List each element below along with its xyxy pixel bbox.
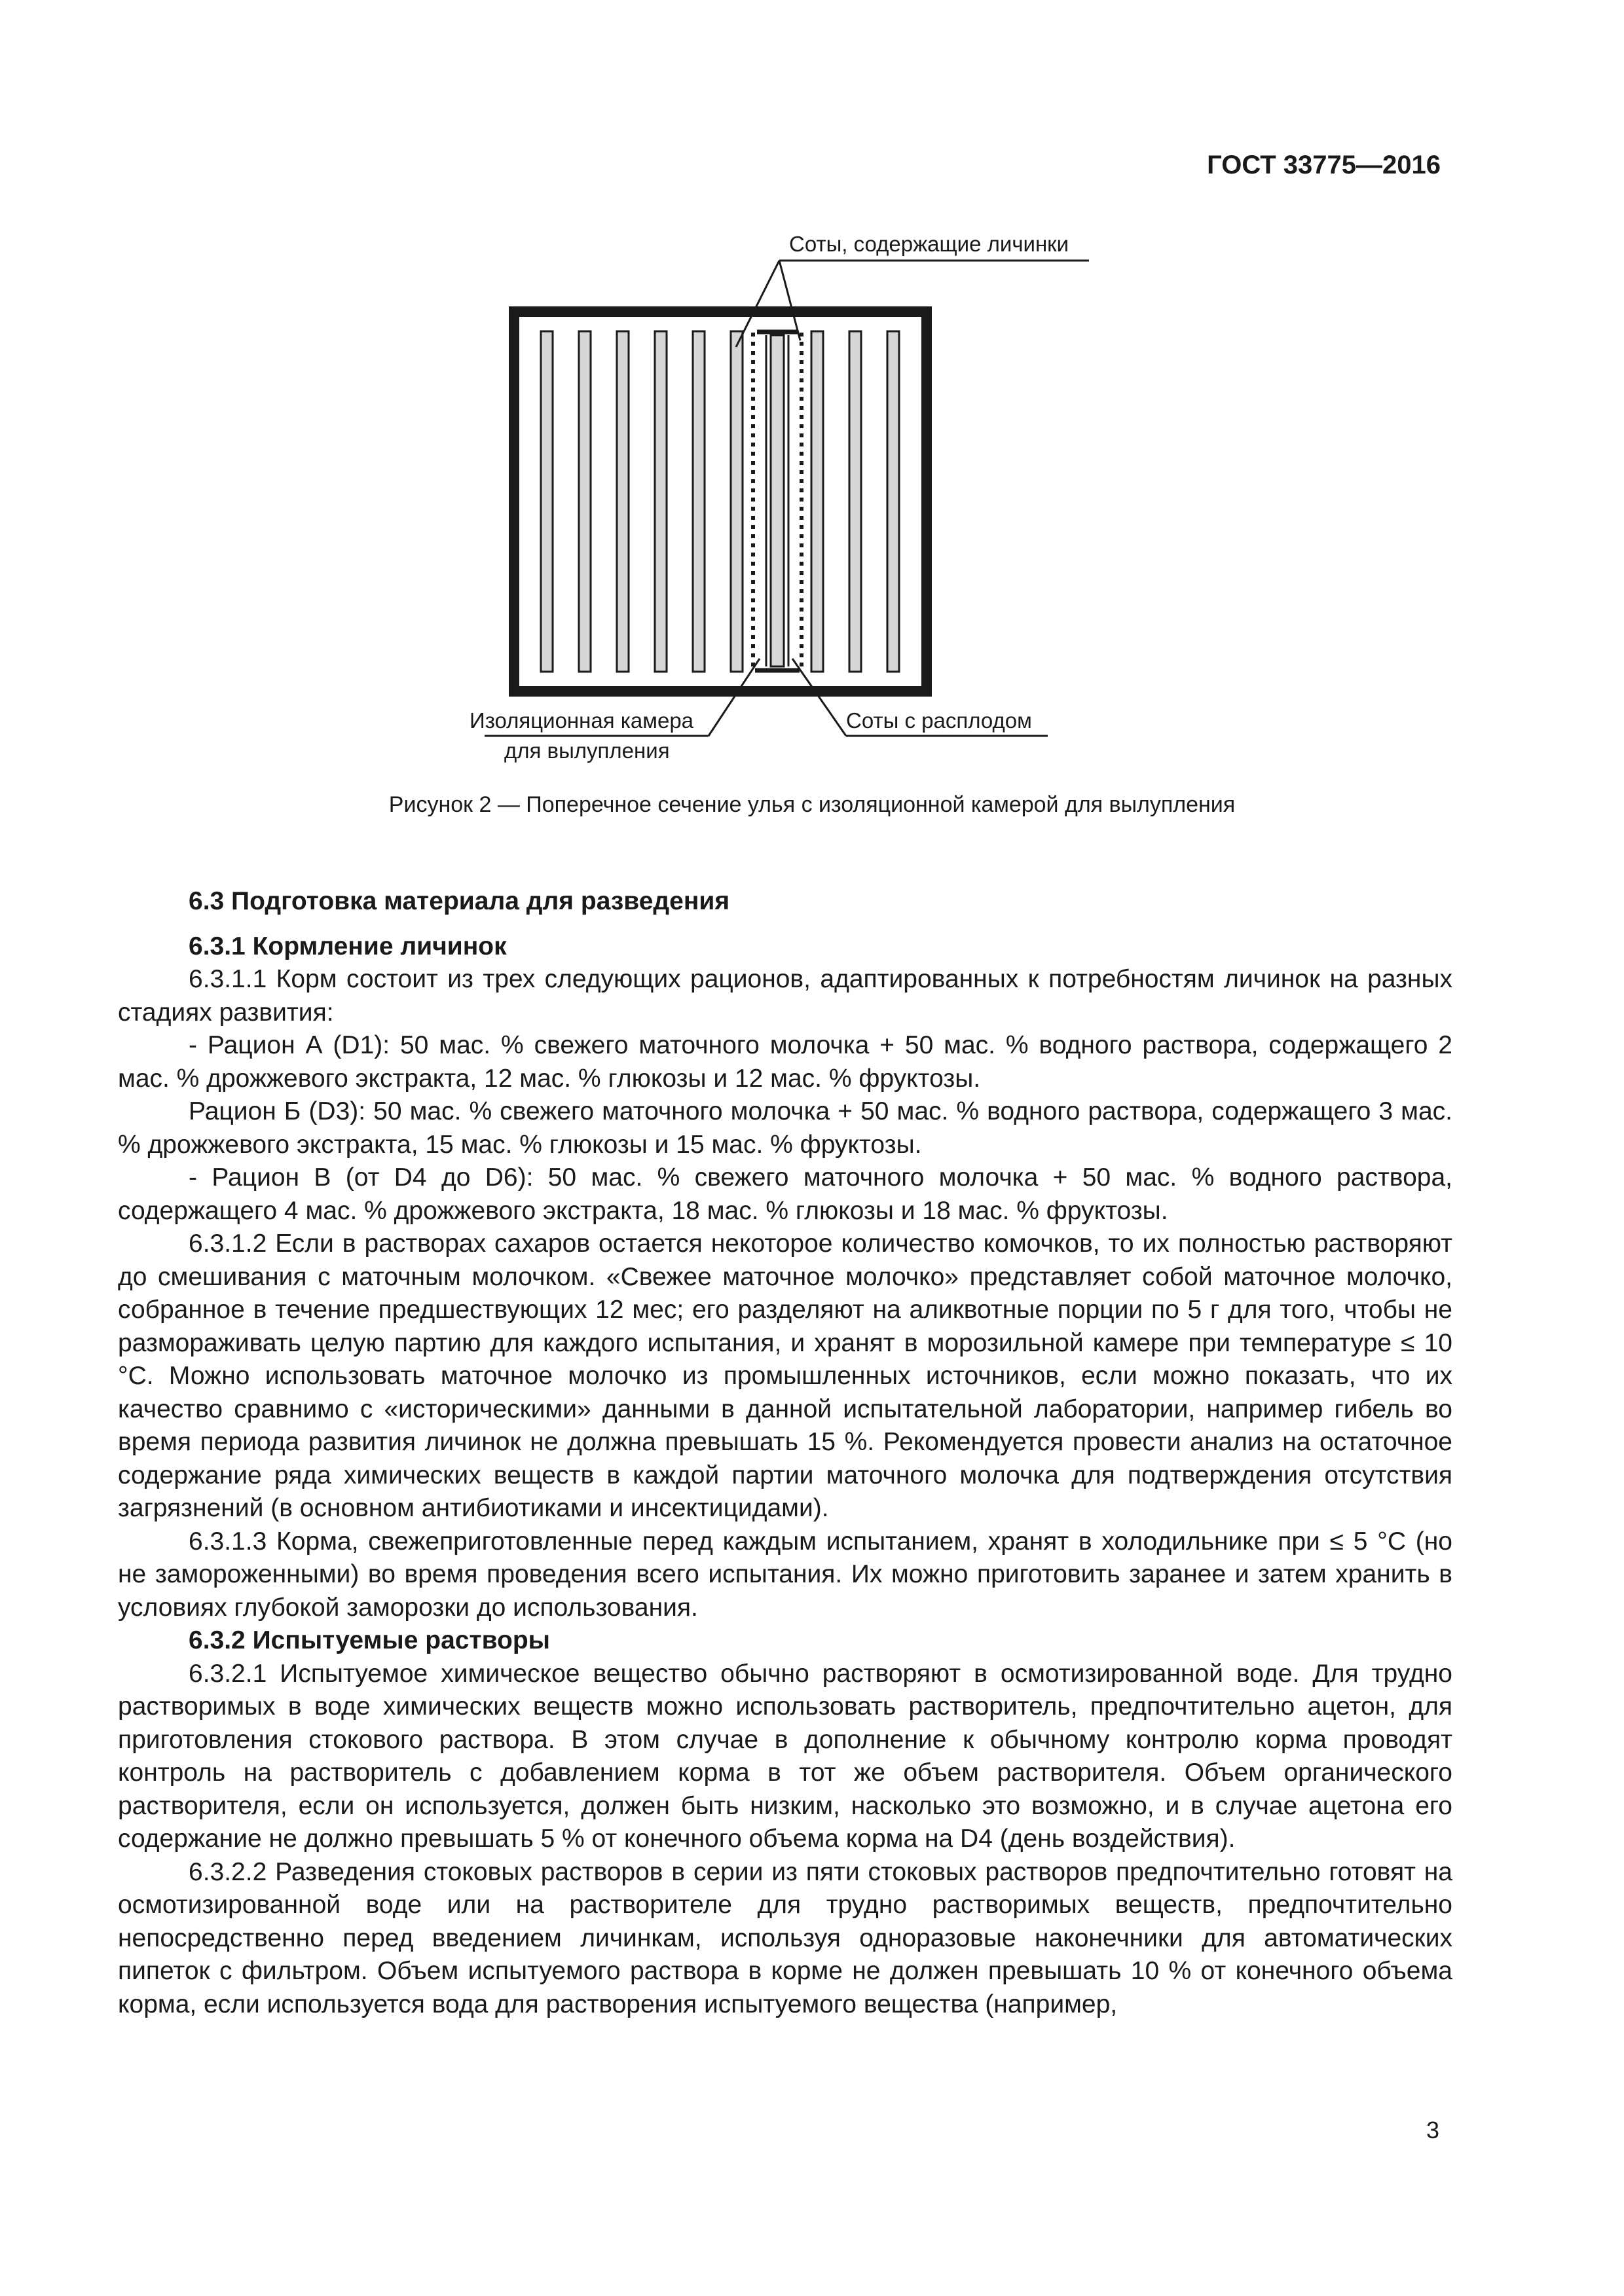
subsection-title-feeding: 6.3.1 Кормление личинок xyxy=(189,932,507,960)
comb xyxy=(617,331,629,672)
comb xyxy=(887,331,899,672)
comb xyxy=(849,331,861,672)
hive-cross-section-figure xyxy=(0,0,1624,786)
paragraph-6-3-1-3: 6.3.1.3 Корма, свежеприготовленные перед каждым испытанием, хранят в холодильнике при ≤ 5 °С (но не замороженными) во время проведения всего испытания. Их можно приготовить заранее и затем хранить в условиях глубокой заморозки до использования. xyxy=(118,1527,1452,1622)
paragraph-ration-b: Рацион Б (D3): 50 мас. % свежего маточного молочка + 50 мас. % водного раствора, содержащего 3 мас. % дрожжевого экстракта, 15 мас. % глюкозы и 15 мас. % фруктозы. xyxy=(118,1097,1452,1159)
comb xyxy=(655,331,667,672)
label-combs-with-larvae: Соты, содержащие личинки xyxy=(789,232,1069,256)
label-isolation-chamber-1: Изоляционная камера xyxy=(470,708,694,733)
paragraph-6-3-1-1: 6.3.1.1 Корм состоит из трех следующих рационов, адаптированных к потребностям личинок на разных стадиях развития: xyxy=(118,965,1452,1027)
isolation-chamber xyxy=(753,332,802,670)
paragraph-6-3-1-2: 6.3.1.2 Если в растворах сахаров остается некоторое количество комочков, то их полностью растворяют до смешивания с маточным молочком. «Свежее маточное молочко» представляет собой маточное молочко, собранное в течение предшествующих 12 мес; его разделяют на аликвотные порции по 5 г для того, чтобы не размораживать целую партию для каждого испытания, и хранят в морозильной камере при температуре ≤ 10 °С. Можно использовать маточное молочко из промышленных источников, если можно показать, что их качество сравнимо с «историческими» данными в данной испытательной лаборатории, например гибель во время периода развития личинок не должна превышать 15 %. Рекомендуется провести анализ на остаточное содержание ряда химических веществ в каждой партии маточного молочка для подтверждения отсутствия загрязнений (в основном антибиотиками и инсектицидами). xyxy=(118,1230,1452,1522)
comb xyxy=(693,331,705,672)
brood-comb xyxy=(771,335,784,666)
page-number: 3 xyxy=(1426,2117,1439,2143)
document-body xyxy=(118,863,1452,2021)
paragraph-6-3-2-2: 6.3.2.2 Разведения стоковых растворов в серии из пяти стоковых растворов предпочтительно готовят на осмотизированной воде или на растворителе для трудно растворимых веществ, предпочтительно непосредственно перед введением личинкам, используя одноразовые наконечники для автоматических пипеток с фильтром. Объем испытуемого раствора в корме не должен превышать 10 % от конечного объема корма, если используется вода для растворения испытуемого вещества (например, xyxy=(118,1857,1452,2018)
comb xyxy=(811,331,823,672)
paragraph-ration-v: - Рацион В (от D4 до D6): 50 мас. % свежего маточного молочка + 50 мас. % водного раствора, содержащего 4 мас. % дрожжевого экстракта, 18 мас. % глюкозы и 18 мас. % фруктозы. xyxy=(118,1163,1452,1225)
hive-frame xyxy=(514,312,927,691)
label-isolation-chamber-2: для вылупления xyxy=(504,738,670,763)
figure-caption: Рисунок 2 — Поперечное сечение улья с изоляционной камерой для вылупления xyxy=(388,792,1236,817)
combs xyxy=(541,331,899,672)
label-brood-comb: Соты с расплодом xyxy=(846,708,1032,733)
comb xyxy=(541,331,553,672)
comb xyxy=(731,331,743,672)
comb xyxy=(579,331,591,672)
paragraph-6-3-2-1: 6.3.2.1 Испытуемое химическое вещество обычно растворяют в осмотизированной воде. Для трудно растворимых в воде химических веществ можно использовать растворитель, предпочтительно ацетон, для приготовления стокового раствора. В этом случае в дополнение к обычному контролю корма проводят контроль на растворитель с добавлением корма в тот же объем растворителя. Объем органического растворителя, если он используется, должен быть низким, насколько это возможно, и в случае ацетона его содержание не должно превышать 5 % от конечного объема корма на D4 (день воздействия). xyxy=(118,1659,1452,1853)
paragraph-ration-a: - Рацион А (D1): 50 мас. % свежего маточного молочка + 50 мас. % водного раствора, содержащего 2 мас. % дрожжевого экстракта, 12 мас. % глюкозы и 12 мас. % фруктозы. xyxy=(118,1031,1452,1093)
subsection-title-test-solutions: 6.3.2 Испытуемые растворы xyxy=(189,1626,550,1654)
document-header: ГОСТ 33775—2016 xyxy=(1207,151,1441,179)
section-title: 6.3 Подготовка материала для разведения xyxy=(189,887,730,915)
